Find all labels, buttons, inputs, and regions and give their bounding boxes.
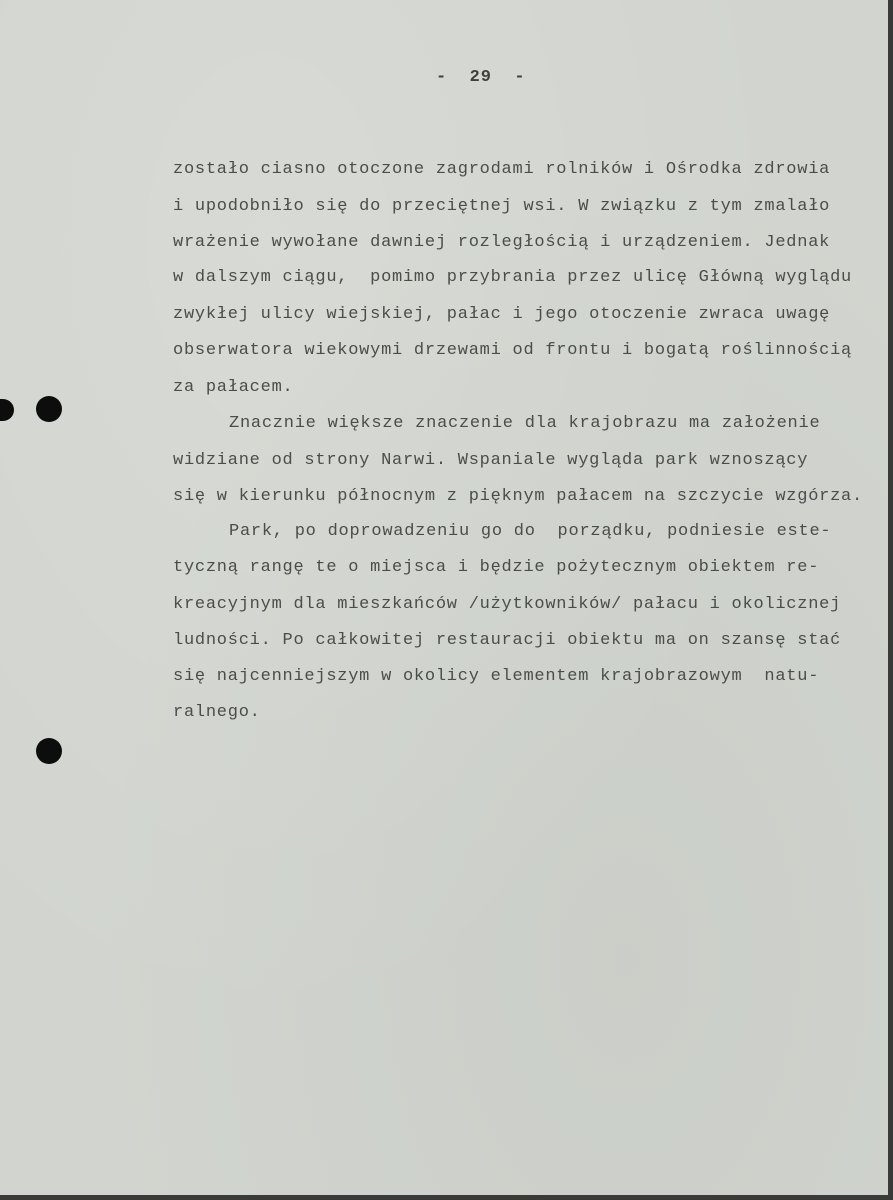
text-line: Znacznie większe znaczenie dla krajobrazu ma założenie bbox=[229, 414, 821, 433]
text-line: w dalszym ciągu, pomimo przybrania przez ulicę Główną wyglądu bbox=[173, 268, 853, 287]
punch-hole-bottom bbox=[36, 738, 62, 764]
text-line: Park, po doprowadzeniu go do porządku, podniesie este- bbox=[229, 522, 832, 541]
text-line: ralnego. bbox=[173, 703, 261, 722]
page-edge-right bbox=[888, 0, 893, 1200]
text-line: za pałacem. bbox=[173, 378, 294, 397]
text-line: widziane od strony Narwi. Wspaniale wygląda park wznoszący bbox=[173, 451, 809, 470]
text-line: zostało ciasno otoczone zagrodami rolników i Ośrodka zdrowia bbox=[173, 160, 831, 179]
text-line: ludności. Po całkowitej restauracji obiektu ma on szansę stać bbox=[173, 631, 842, 650]
text-line: kreacyjnym dla mieszkańców /użytkowników/ pałacu i okolicznej bbox=[173, 595, 842, 614]
text-line: wrażenie wywołane dawniej rozległością i urządzeniem. Jednak bbox=[173, 233, 831, 252]
text-line: obserwatora wiekowymi drzewami od frontu i bogatą roślinnością bbox=[173, 341, 853, 360]
punch-hole-edge bbox=[0, 399, 14, 421]
text-line: się w kierunku północnym z pięknym pałacem na szczycie wzgórza. bbox=[173, 487, 863, 506]
text-line: tyczną rangę te o miejsca i będzie pożytecznym obiektem re- bbox=[173, 558, 820, 577]
text-line: się najcenniejszym w okolicy elementem krajobrazowym natu- bbox=[173, 667, 820, 686]
text-line: zwykłej ulicy wiejskiej, pałac i jego otoczenie zwraca uwagę bbox=[173, 305, 831, 324]
page-number: - 29 - bbox=[436, 68, 526, 87]
punch-hole-top bbox=[36, 396, 62, 422]
page-edge-bottom bbox=[0, 1195, 893, 1200]
text-line: i upodobniło się do przeciętnej wsi. W związku z tym zmalało bbox=[173, 197, 831, 216]
